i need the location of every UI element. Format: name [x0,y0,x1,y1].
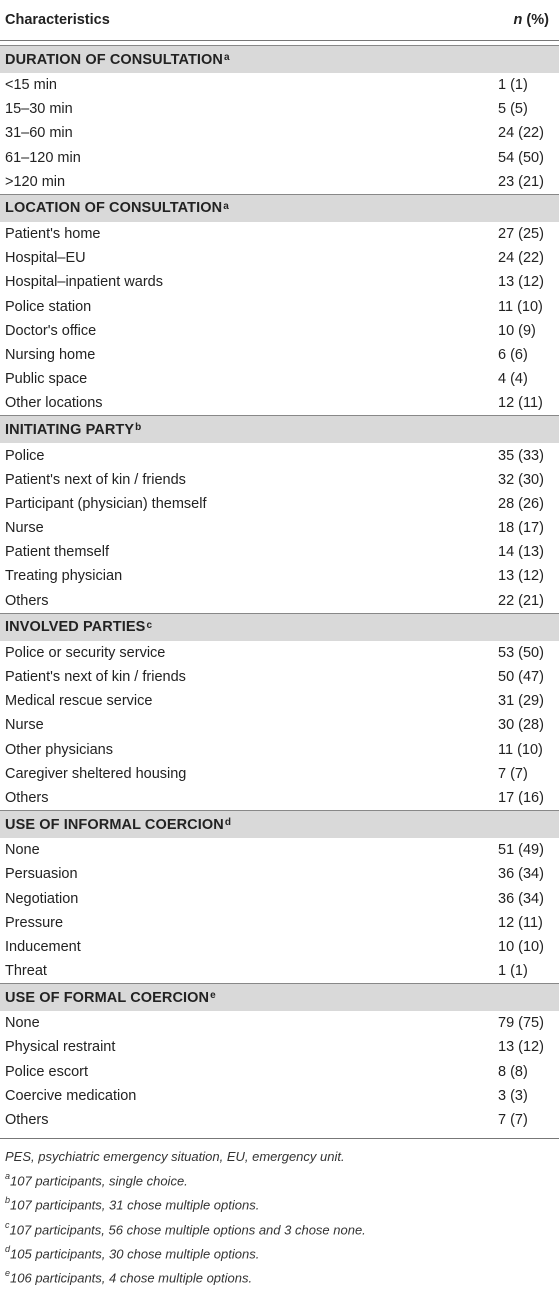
section-title: USE OF INFORMAL COERCION [5,816,224,833]
section-footnote-mark: e [210,990,216,1002]
footnote-text: PES, psychiatric emergency situation, EU, emergency unit. [5,1149,345,1165]
row-value: 53 (50) [498,644,544,661]
section-header [0,45,559,73]
row-value: 6 (6) [498,346,528,363]
table-row [0,738,559,762]
row-value: 79 (75) [498,1015,544,1032]
table-row [0,170,559,194]
table-row [0,665,559,689]
row-value: 13 (12) [498,1039,544,1056]
row-value: 8 (8) [498,1063,528,1080]
row-value: 36 (34) [498,890,544,907]
section-title: INITIATING PARTY [5,421,135,438]
section-title: USE OF FORMAL COERCION [5,989,210,1006]
section-header [0,810,559,838]
row-value: 12 (11) [498,914,543,931]
row-label: Threat [5,963,47,980]
section-header [0,983,559,1011]
row-value: 7 (7) [498,765,528,782]
footnote [5,1240,554,1264]
footnote-text: 107 participants, 56 chose multiple options and 3 chose none. [9,1222,366,1238]
table-row [0,468,559,492]
table-row [0,367,559,391]
table-row [0,911,559,935]
row-label: Police station [5,298,92,315]
table-row [0,786,559,810]
table-row [0,540,559,564]
row-value: 13 (12) [498,274,544,291]
table-row [0,762,559,786]
footnote-mark: c [5,1219,10,1230]
row-label: Other physicians [5,741,113,758]
table-row [0,1060,559,1084]
row-value: 3 (3) [498,1087,528,1104]
row-label: Police or security service [5,644,166,661]
table-row [0,713,559,737]
pct-label: (%) [522,12,549,28]
table-footnotes [0,1139,559,1289]
footnote [5,1167,554,1191]
table-row [0,838,559,862]
table-row [0,391,559,415]
row-label: Other locations [5,395,103,412]
row-value: 54 (50) [498,149,544,166]
row-label: Medical rescue service [5,693,153,710]
row-label: Patient themself [5,544,109,561]
table-row [0,492,559,516]
row-value: 27 (25) [498,226,544,243]
row-label: 15–30 min [5,101,73,118]
row-value: 18 (17) [498,520,544,537]
row-label: Others [5,592,49,609]
row-value: 24 (22) [498,125,544,142]
row-label: Others [5,789,49,806]
row-value: 24 (22) [498,250,544,267]
table-row [0,935,559,959]
row-label: >120 min [5,173,66,190]
table-row [0,121,559,145]
row-label: Others [5,1112,49,1129]
row-label: Coercive medication [5,1087,137,1104]
table-row [0,641,559,665]
section-title: LOCATION OF CONSULTATION [5,200,223,217]
row-value: 14 (13) [498,544,544,561]
row-value: 13 (12) [498,568,544,585]
footnote-text: 106 participants, 4 chose multiple options. [10,1270,253,1286]
row-label: Patient's home [5,226,101,243]
footnote-text: 107 participants, 31 chose multiple options. [10,1197,260,1213]
row-label: Nursing home [5,346,96,363]
footnote [5,1147,554,1167]
row-value: 22 (21) [498,592,544,609]
table-row [0,959,559,983]
row-value: 1 (1) [498,77,528,94]
table-row [0,1084,559,1108]
row-label: 31–60 min [5,125,73,142]
row-label: Participant (physician) themself [5,495,207,512]
section-footnote-mark: a [223,200,229,212]
table-row [0,443,559,467]
row-value: 10 (9) [498,322,536,339]
footnote [5,1191,554,1215]
row-label: Police [5,447,45,464]
row-value: 30 (28) [498,717,544,734]
footnote-mark: d [5,1244,11,1255]
footnote-text: 105 participants, 30 chose multiple options. [10,1246,260,1262]
table-row [0,319,559,343]
footnote-mark: e [5,1268,11,1279]
table-row [0,886,559,910]
row-label: Treating physician [5,568,123,585]
row-label: Nurse [5,717,44,734]
table-row [0,1011,559,1035]
table-row [0,1035,559,1059]
row-label: Hospital–EU [5,250,86,267]
row-label: <15 min [5,77,57,94]
row-label: Patient's next of kin / friends [5,471,186,488]
row-value: 50 (47) [498,669,544,686]
table-row [0,1108,559,1132]
table-row [0,270,559,294]
row-label: Physical restraint [5,1039,116,1056]
section-title: DURATION OF CONSULTATION [5,51,223,68]
n-percent-header [514,12,554,28]
row-value: 51 (49) [498,842,544,859]
row-value: 11 (10) [498,298,543,315]
row-label: Hospital–inpatient wards [5,274,163,291]
row-label: Pressure [5,914,64,931]
section-footnote-mark: d [224,817,232,829]
row-value: 31 (29) [498,693,544,710]
table-header [0,0,559,41]
section-header [0,194,559,222]
row-value: 12 (11) [498,395,543,412]
table-row [0,73,559,97]
row-label: Public space [5,371,88,388]
row-label: Police escort [5,1063,89,1080]
characteristics-header: Characteristics [5,12,110,28]
row-value: 32 (30) [498,471,544,488]
section-footnote-mark: b [135,422,142,434]
row-label: Doctor's office [5,322,97,339]
row-value: 28 (26) [498,495,544,512]
table-row [0,146,559,170]
row-label: None [5,842,40,859]
row-value: 17 (16) [498,789,544,806]
row-label: Inducement [5,938,81,955]
row-value: 35 (33) [498,447,544,464]
row-value: 5 (5) [498,101,528,118]
footnote [5,1216,554,1240]
section-header [0,415,559,443]
section-header [0,613,559,641]
table-row [0,564,559,588]
table-row [0,246,559,270]
row-value: 11 (10) [498,741,543,758]
footnote-mark: b [5,1195,11,1206]
table-row [0,689,559,713]
table-row [0,589,559,613]
row-label: None [5,1015,40,1032]
row-label: Patient's next of kin / friends [5,669,186,686]
row-value: 36 (34) [498,866,544,883]
table-row [0,222,559,246]
section-footnote-mark: a [224,52,230,63]
table-body [0,45,559,1132]
row-label: Nurse [5,520,44,537]
footnote [5,1264,554,1288]
table-row [0,97,559,121]
section-title: INVOLVED PARTIES [5,619,146,636]
row-value: 23 (21) [498,173,544,190]
table-row [0,862,559,886]
footnote-mark: a [5,1171,11,1182]
row-label: Persuasion [5,866,78,883]
row-label: 61–120 min [5,149,81,166]
row-value: 7 (7) [498,1112,528,1129]
row-label: Caregiver sheltered housing [5,765,187,782]
table-row [0,516,559,540]
row-label: Negotiation [5,890,79,907]
row-value: 10 (10) [498,938,544,955]
footnote-text: 107 participants, single choice. [10,1173,188,1189]
table-row [0,343,559,367]
n-label: n [513,12,523,28]
row-value: 1 (1) [498,963,528,980]
section-footnote-mark: c [146,619,153,631]
row-value: 4 (4) [498,371,528,388]
table-row [0,295,559,319]
